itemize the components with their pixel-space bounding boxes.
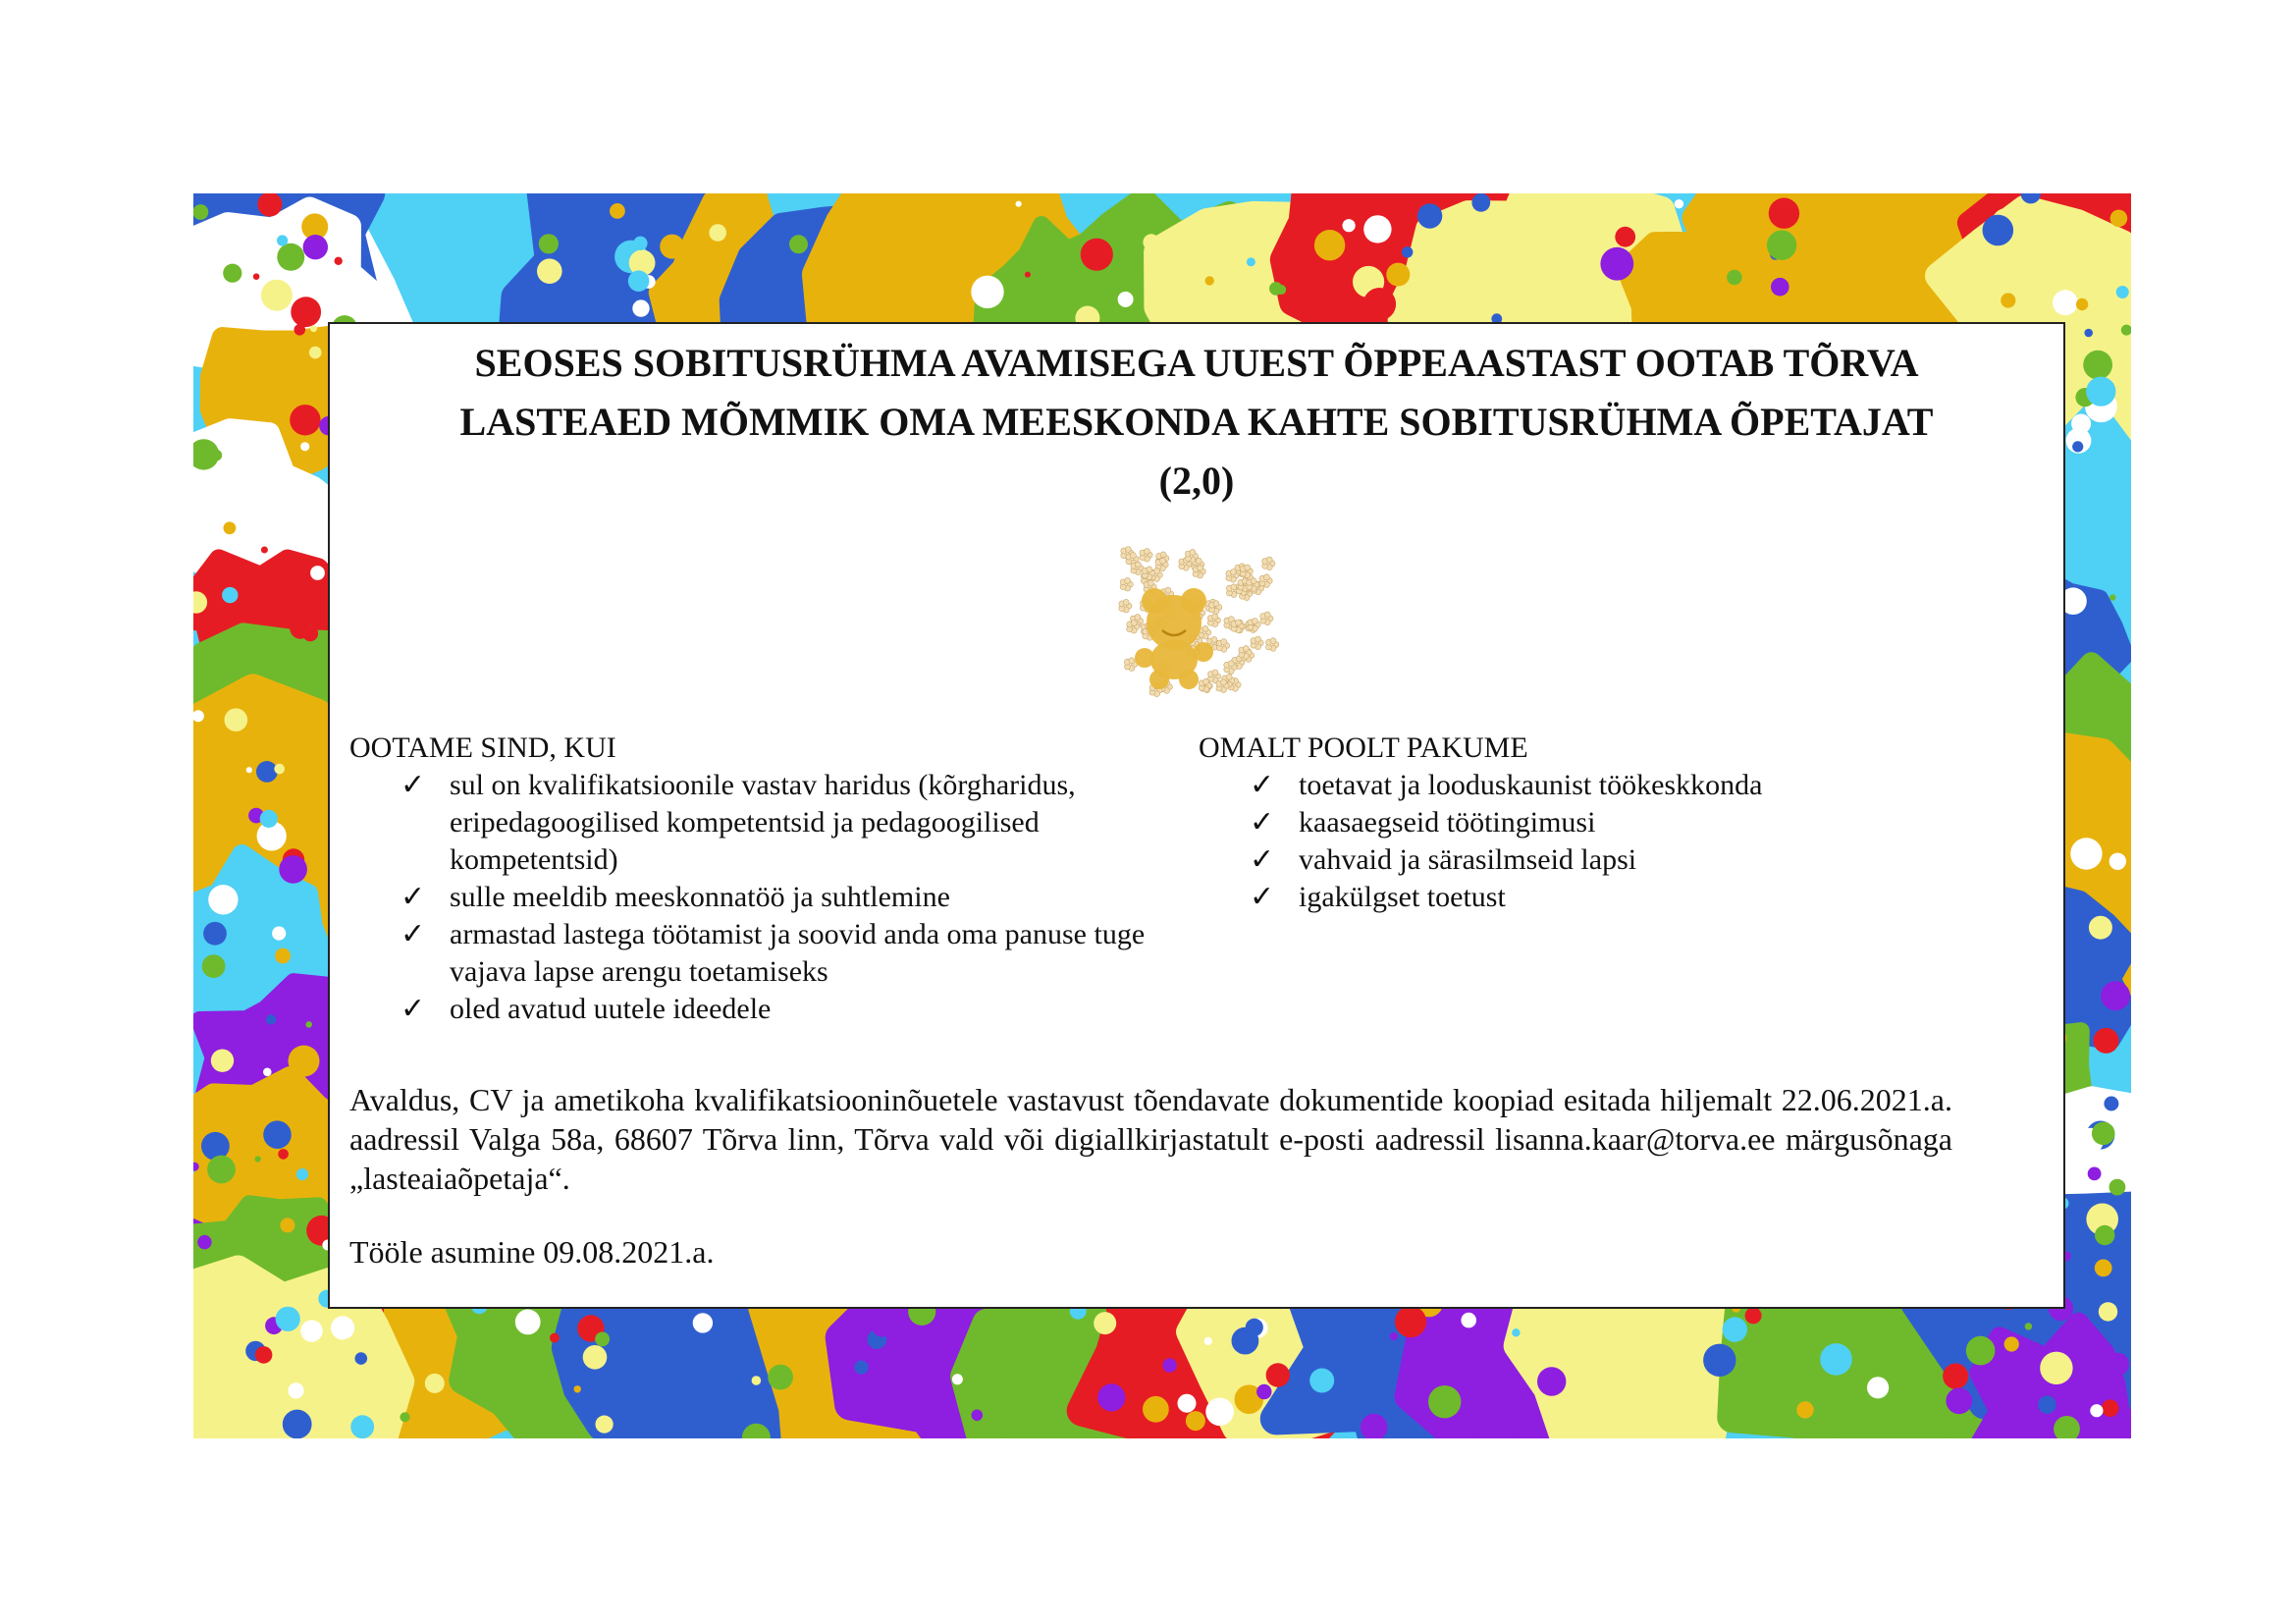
- requirements-heading: OOTAME SIND, KUI: [349, 731, 616, 764]
- list-item: ✓ kaasaegseid töötingimusi: [1250, 804, 2023, 841]
- list-item: ✓ igakülgset toetust: [1250, 879, 2023, 916]
- offer-heading: OMALT POOLT PAKUME: [1199, 731, 1528, 764]
- teddy-bear-logo-icon: [1105, 542, 1282, 699]
- title-line-1: SEOSES SOBITUSRÜHMA AVAMISEGA UUEST ÕPPEAASTAST OOTAB TÕRVA: [474, 341, 1919, 385]
- checkmark-icon: ✓: [400, 769, 426, 801]
- requirements-list: [349, 767, 1174, 1028]
- offer-section: [1199, 730, 2023, 916]
- list-item: ✓ oled avatud uutele ideedele: [400, 991, 1174, 1028]
- checkmark-icon: ✓: [1250, 769, 1275, 801]
- start-date: Tööle asumine 09.08.2021.a.: [349, 1234, 715, 1270]
- list-item: ✓ toetavat ja looduskaunist töökeskkonda: [1250, 767, 2023, 804]
- checkmark-icon: ✓: [400, 918, 426, 950]
- checkmark-icon: ✓: [1250, 881, 1275, 913]
- requirements-section: [349, 730, 1174, 1028]
- checkmark-icon: ✓: [400, 881, 426, 913]
- list-item: ✓ sul on kvalifikatsioonile vastav haridus (kõrgharidus, eripedagoogilised kompetentsid ja pedagoogilised kompetentsid): [400, 769, 1076, 876]
- page-title: [330, 334, 2063, 511]
- job-ad-card: [328, 322, 2065, 1309]
- application-instructions: Avaldus, CV ja ametikoha kvalifikatsiooninõuetele vastavust tõendavate dokumentide koopiad esitada hiljemalt 22.06.2021.a. aadressil Valga 58a, 68607 Tõrva linn, Tõrva vald või digiallkirjastatult e-posti aadressil lisanna.kaar@torva.ee märgusõnaga „lasteaiaõpetaja“.: [349, 1082, 1952, 1196]
- title-line-3: (2,0): [1158, 459, 1235, 503]
- title-line-2: LASTEAED MÕMMIK OMA MEESKONDA KAHTE SOBITUSRÜHMA ÕPETAJAT: [459, 400, 1934, 444]
- checkmark-icon: ✓: [400, 993, 426, 1025]
- offer-list: [1199, 767, 2023, 916]
- checkmark-icon: ✓: [1250, 843, 1275, 876]
- list-item: ✓ armastad lastega töötamist ja soovid anda oma panuse tuge vajava lapse arengu toetamiseks: [400, 918, 1146, 988]
- checkmark-icon: ✓: [1250, 806, 1275, 839]
- list-item: ✓ vahvaid ja särasilmseid lapsi: [1250, 841, 2023, 879]
- list-item: ✓ sulle meeldib meeskonnatöö ja suhtlemine: [400, 879, 1174, 916]
